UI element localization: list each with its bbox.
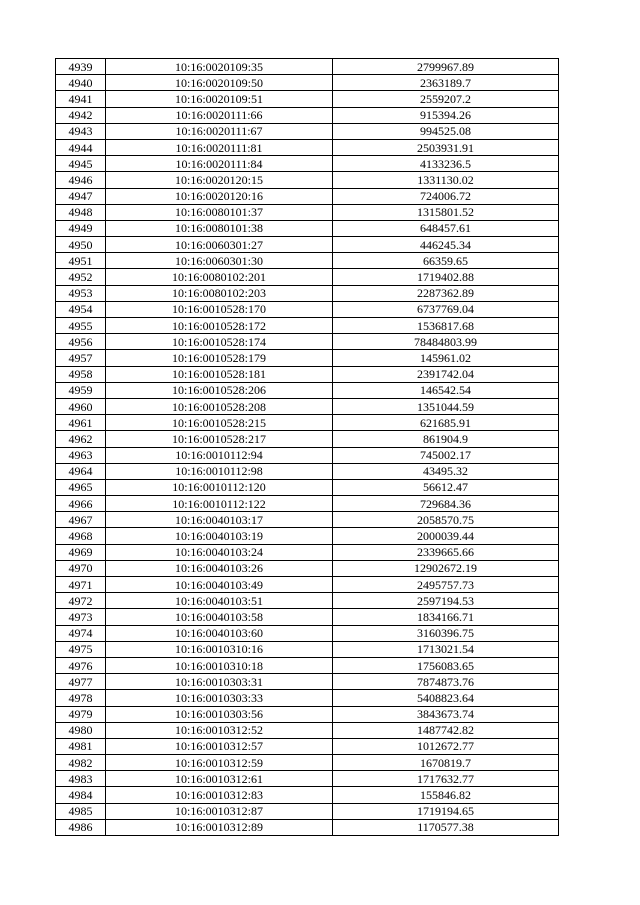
cadastral-number-cell: 10:16:0010312:83 — [106, 787, 333, 803]
table-row — [56, 722, 559, 738]
table-row — [56, 787, 559, 803]
row-number-cell: 4958 — [56, 366, 106, 382]
table-row — [56, 593, 559, 609]
row-number-cell: 4941 — [56, 91, 106, 107]
value-cell: 1719402.88 — [333, 269, 559, 285]
table-row — [56, 479, 559, 495]
table-row — [56, 220, 559, 236]
row-number-cell: 4955 — [56, 318, 106, 334]
row-number-cell: 4954 — [56, 301, 106, 317]
table-body — [56, 59, 559, 836]
row-number-cell: 4953 — [56, 285, 106, 301]
value-cell: 1012672.77 — [333, 738, 559, 754]
cadastral-number-cell: 10:16:0080101:37 — [106, 204, 333, 220]
row-number-cell: 4948 — [56, 204, 106, 220]
cadastral-number-cell: 10:16:0020109:51 — [106, 91, 333, 107]
row-number-cell: 4984 — [56, 787, 106, 803]
table-row — [56, 415, 559, 431]
value-cell: 621685.91 — [333, 415, 559, 431]
cadastral-number-cell: 10:16:0010312:87 — [106, 803, 333, 819]
table-row — [56, 107, 559, 123]
table-row — [56, 204, 559, 220]
row-number-cell: 4952 — [56, 269, 106, 285]
row-number-cell: 4943 — [56, 123, 106, 139]
row-number-cell: 4982 — [56, 755, 106, 771]
value-cell: 5408823.64 — [333, 690, 559, 706]
row-number-cell: 4950 — [56, 237, 106, 253]
row-number-cell: 4980 — [56, 722, 106, 738]
row-number-cell: 4974 — [56, 625, 106, 641]
value-cell: 2363189.7 — [333, 75, 559, 91]
value-cell: 2058570.75 — [333, 512, 559, 528]
cadastral-number-cell: 10:16:0010528:217 — [106, 431, 333, 447]
row-number-cell: 4956 — [56, 334, 106, 350]
row-number-cell: 4967 — [56, 512, 106, 528]
row-number-cell: 4960 — [56, 398, 106, 414]
cadastral-number-cell: 10:16:0020120:16 — [106, 188, 333, 204]
row-number-cell: 4964 — [56, 463, 106, 479]
value-cell: 2799967.89 — [333, 59, 559, 75]
row-number-cell: 4966 — [56, 496, 106, 512]
cadastral-number-cell: 10:16:0010310:16 — [106, 641, 333, 657]
table-row — [56, 139, 559, 155]
cadastral-number-cell: 10:16:0080102:201 — [106, 269, 333, 285]
value-cell: 2503931.91 — [333, 139, 559, 155]
value-cell: 4133236.5 — [333, 156, 559, 172]
value-cell: 3843673.74 — [333, 706, 559, 722]
table-row — [56, 819, 559, 835]
row-number-cell: 4985 — [56, 803, 106, 819]
cadastral-number-cell: 10:16:0010528:181 — [106, 366, 333, 382]
table-row — [56, 253, 559, 269]
value-cell: 1331130.02 — [333, 172, 559, 188]
row-number-cell: 4945 — [56, 156, 106, 172]
cadastral-number-cell: 10:16:0010303:31 — [106, 674, 333, 690]
row-number-cell: 4957 — [56, 350, 106, 366]
value-cell: 2391742.04 — [333, 366, 559, 382]
cadastral-number-cell: 10:16:0040103:58 — [106, 609, 333, 625]
table-row — [56, 301, 559, 317]
table-row — [56, 560, 559, 576]
table-row — [56, 285, 559, 301]
cadastral-number-cell: 10:16:0010303:56 — [106, 706, 333, 722]
value-cell: 6737769.04 — [333, 301, 559, 317]
row-number-cell: 4986 — [56, 819, 106, 835]
value-cell: 3160396.75 — [333, 625, 559, 641]
row-number-cell: 4942 — [56, 107, 106, 123]
value-cell: 729684.36 — [333, 496, 559, 512]
value-cell: 2559207.2 — [333, 91, 559, 107]
cadastral-number-cell: 10:16:0080101:38 — [106, 220, 333, 236]
cadastral-number-cell: 10:16:0010528:174 — [106, 334, 333, 350]
row-number-cell: 4961 — [56, 415, 106, 431]
value-cell: 66359.65 — [333, 253, 559, 269]
table-row — [56, 803, 559, 819]
cadastral-number-cell: 10:16:0020109:35 — [106, 59, 333, 75]
cadastral-number-cell: 10:16:0060301:27 — [106, 237, 333, 253]
cadastral-number-cell: 10:16:0040103:19 — [106, 528, 333, 544]
value-cell: 446245.34 — [333, 237, 559, 253]
value-cell: 915394.26 — [333, 107, 559, 123]
table-row — [56, 382, 559, 398]
table-row — [56, 755, 559, 771]
value-cell: 2287362.89 — [333, 285, 559, 301]
cadastral-number-cell: 10:16:0020120:15 — [106, 172, 333, 188]
value-cell: 724006.72 — [333, 188, 559, 204]
row-number-cell: 4951 — [56, 253, 106, 269]
row-number-cell: 4983 — [56, 771, 106, 787]
table-row — [56, 657, 559, 673]
document-page — [55, 58, 558, 836]
row-number-cell: 4939 — [56, 59, 106, 75]
cadastral-number-cell: 10:16:0020111:81 — [106, 139, 333, 155]
table-row — [56, 91, 559, 107]
cadastral-number-cell: 10:16:0060301:30 — [106, 253, 333, 269]
value-cell: 1834166.71 — [333, 609, 559, 625]
value-cell: 1670819.7 — [333, 755, 559, 771]
table-row — [56, 447, 559, 463]
value-cell: 2000039.44 — [333, 528, 559, 544]
value-cell: 43495.32 — [333, 463, 559, 479]
table-row — [56, 269, 559, 285]
row-number-cell: 4959 — [56, 382, 106, 398]
cadastral-number-cell: 10:16:0010528:208 — [106, 398, 333, 414]
row-number-cell: 4947 — [56, 188, 106, 204]
table-row — [56, 75, 559, 91]
value-cell: 1170577.38 — [333, 819, 559, 835]
cadastral-number-cell: 10:16:0010112:120 — [106, 479, 333, 495]
value-cell: 1315801.52 — [333, 204, 559, 220]
row-number-cell: 4973 — [56, 609, 106, 625]
row-number-cell: 4977 — [56, 674, 106, 690]
row-number-cell: 4978 — [56, 690, 106, 706]
value-cell: 146542.54 — [333, 382, 559, 398]
table-row — [56, 59, 559, 75]
cadastral-number-cell: 10:16:0010112:98 — [106, 463, 333, 479]
row-number-cell: 4965 — [56, 479, 106, 495]
table-row — [56, 318, 559, 334]
value-cell: 2495757.73 — [333, 577, 559, 593]
table-row — [56, 512, 559, 528]
row-number-cell: 4946 — [56, 172, 106, 188]
cadastral-number-cell: 10:16:0010312:89 — [106, 819, 333, 835]
value-cell: 994525.08 — [333, 123, 559, 139]
cadastral-number-cell: 10:16:0010312:52 — [106, 722, 333, 738]
cadastral-number-cell: 10:16:0020111:84 — [106, 156, 333, 172]
value-cell: 1536817.68 — [333, 318, 559, 334]
table-row — [56, 690, 559, 706]
value-cell: 648457.61 — [333, 220, 559, 236]
table-row — [56, 609, 559, 625]
table-row — [56, 172, 559, 188]
table-row — [56, 431, 559, 447]
cadastral-number-cell: 10:16:0010528:215 — [106, 415, 333, 431]
cadastral-number-cell: 10:16:0040103:49 — [106, 577, 333, 593]
table-row — [56, 188, 559, 204]
row-number-cell: 4976 — [56, 657, 106, 673]
value-cell: 861904.9 — [333, 431, 559, 447]
cadastral-number-cell: 10:16:0010312:61 — [106, 771, 333, 787]
cadastral-number-cell: 10:16:0010528:170 — [106, 301, 333, 317]
table-row — [56, 350, 559, 366]
cadastral-number-cell: 10:16:0040103:60 — [106, 625, 333, 641]
table-row — [56, 577, 559, 593]
table-row — [56, 706, 559, 722]
cadastral-number-cell: 10:16:0010312:57 — [106, 738, 333, 754]
row-number-cell: 4962 — [56, 431, 106, 447]
cadastral-number-cell: 10:16:0010112:122 — [106, 496, 333, 512]
cadastral-number-cell: 10:16:0010112:94 — [106, 447, 333, 463]
cadastral-value-table — [55, 58, 559, 836]
row-number-cell: 4979 — [56, 706, 106, 722]
cadastral-number-cell: 10:16:0040103:51 — [106, 593, 333, 609]
table-row — [56, 674, 559, 690]
table-row — [56, 528, 559, 544]
table-row — [56, 641, 559, 657]
value-cell: 56612.47 — [333, 479, 559, 495]
table-row — [56, 123, 559, 139]
row-number-cell: 4969 — [56, 544, 106, 560]
value-cell: 12902672.19 — [333, 560, 559, 576]
cadastral-number-cell: 10:16:0040103:26 — [106, 560, 333, 576]
value-cell: 1487742.82 — [333, 722, 559, 738]
cadastral-number-cell: 10:16:0020111:66 — [106, 107, 333, 123]
value-cell: 1713021.54 — [333, 641, 559, 657]
cadastral-number-cell: 10:16:0040103:24 — [106, 544, 333, 560]
row-number-cell: 4971 — [56, 577, 106, 593]
cadastral-number-cell: 10:16:0020111:67 — [106, 123, 333, 139]
value-cell: 1717632.77 — [333, 771, 559, 787]
cadastral-number-cell: 10:16:0040103:17 — [106, 512, 333, 528]
value-cell: 78484803.99 — [333, 334, 559, 350]
cadastral-number-cell: 10:16:0010528:172 — [106, 318, 333, 334]
cadastral-number-cell: 10:16:0010312:59 — [106, 755, 333, 771]
row-number-cell: 4949 — [56, 220, 106, 236]
row-number-cell: 4981 — [56, 738, 106, 754]
cadastral-number-cell: 10:16:0010528:179 — [106, 350, 333, 366]
table-row — [56, 771, 559, 787]
value-cell: 7874873.76 — [333, 674, 559, 690]
table-row — [56, 398, 559, 414]
cadastral-number-cell: 10:16:0010528:206 — [106, 382, 333, 398]
value-cell: 1719194.65 — [333, 803, 559, 819]
cadastral-number-cell: 10:16:0010310:18 — [106, 657, 333, 673]
row-number-cell: 4972 — [56, 593, 106, 609]
cadastral-number-cell: 10:16:0080102:203 — [106, 285, 333, 301]
row-number-cell: 4970 — [56, 560, 106, 576]
table-row — [56, 366, 559, 382]
table-row — [56, 334, 559, 350]
row-number-cell: 4975 — [56, 641, 106, 657]
cadastral-number-cell: 10:16:0010303:33 — [106, 690, 333, 706]
value-cell: 145961.02 — [333, 350, 559, 366]
table-row — [56, 544, 559, 560]
value-cell: 1756083.65 — [333, 657, 559, 673]
value-cell: 2339665.66 — [333, 544, 559, 560]
value-cell: 155846.82 — [333, 787, 559, 803]
row-number-cell: 4940 — [56, 75, 106, 91]
table-row — [56, 625, 559, 641]
table-row — [56, 738, 559, 754]
table-row — [56, 463, 559, 479]
table-row — [56, 156, 559, 172]
table-row — [56, 496, 559, 512]
row-number-cell: 4963 — [56, 447, 106, 463]
cadastral-number-cell: 10:16:0020109:50 — [106, 75, 333, 91]
value-cell: 745002.17 — [333, 447, 559, 463]
row-number-cell: 4968 — [56, 528, 106, 544]
row-number-cell: 4944 — [56, 139, 106, 155]
value-cell: 2597194.53 — [333, 593, 559, 609]
value-cell: 1351044.59 — [333, 398, 559, 414]
table-row — [56, 237, 559, 253]
